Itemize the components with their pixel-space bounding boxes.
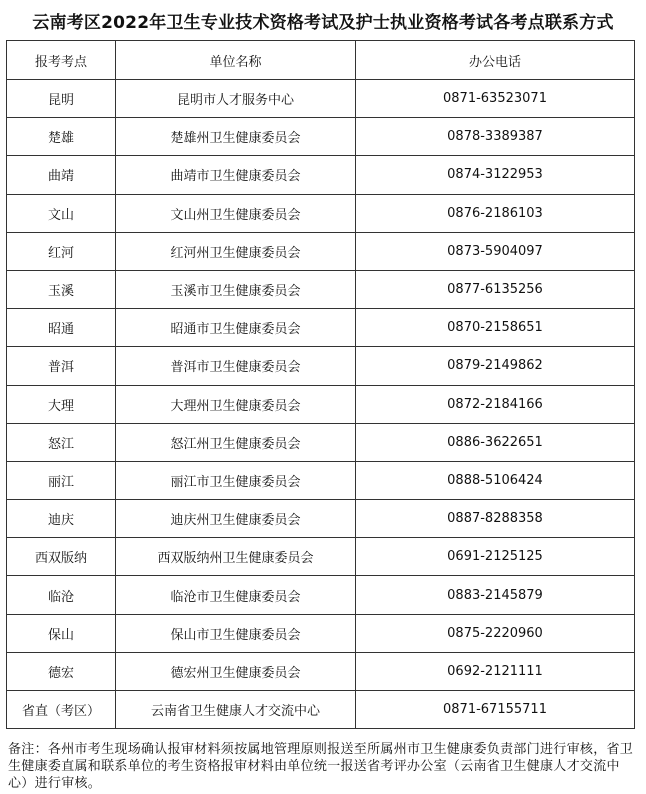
office-phone-cell: 0887-8288358 [356,500,635,538]
office-phone-cell: 0876-2186103 [356,194,635,232]
office-phone-cell: 0871-67155711 [356,691,635,729]
unit-name-cell: 大理州卫生健康委员会 [116,385,356,423]
table-row [7,347,635,385]
unit-name-cell: 普洱市卫生健康委员会 [116,347,356,385]
exam-site-cell: 省直（考区） [7,691,116,729]
table-body [7,80,635,729]
office-phone-cell: 0870-2158651 [356,309,635,347]
unit-name-cell: 文山州卫生健康委员会 [116,194,356,232]
exam-site-cell: 普洱 [7,347,116,385]
exam-site-cell: 玉溪 [7,270,116,308]
office-phone-cell: 0877-6135256 [356,270,635,308]
exam-site-cell: 红河 [7,232,116,270]
office-phone-cell: 0872-2184166 [356,385,635,423]
office-phone-cell: 0873-5904097 [356,232,635,270]
unit-name-cell: 红河州卫生健康委员会 [116,232,356,270]
exam-site-cell: 临沧 [7,576,116,614]
table-row [7,614,635,652]
unit-name-cell: 玉溪市卫生健康委员会 [116,270,356,308]
table-row [7,156,635,194]
office-phone-cell: 0878-3389387 [356,118,635,156]
exam-site-cell: 德宏 [7,652,116,690]
table-row [7,576,635,614]
exam-site-cell: 西双版纳 [7,538,116,576]
table-row [7,194,635,232]
table-row [7,232,635,270]
unit-name-cell: 楚雄州卫生健康委员会 [116,118,356,156]
unit-name-cell: 德宏州卫生健康委员会 [116,652,356,690]
unit-name-cell: 西双版纳州卫生健康委员会 [116,538,356,576]
exam-site-cell: 丽江 [7,461,116,499]
table-row [7,80,635,118]
office-phone-cell: 0886-3622651 [356,423,635,461]
table-row [7,270,635,308]
table-header-row [7,41,635,80]
unit-name-cell: 昭通市卫生健康委员会 [116,309,356,347]
contact-table [6,40,635,729]
exam-site-cell: 大理 [7,385,116,423]
table-row [7,538,635,576]
header-exam-site: 报考考点 [7,41,116,80]
page-title: 云南考区2022年卫生专业技术资格考试及护士执业资格考试各考点联系方式 [32,13,614,33]
office-phone-cell: 0874-3122953 [356,156,635,194]
table-row [7,118,635,156]
office-phone-cell: 0692-2121111 [356,652,635,690]
table-row [7,309,635,347]
exam-site-cell: 楚雄 [7,118,116,156]
unit-name-cell: 丽江市卫生健康委员会 [116,461,356,499]
table-row [7,461,635,499]
exam-site-cell: 昆明 [7,80,116,118]
table-row [7,652,635,690]
exam-site-cell: 怒江 [7,423,116,461]
office-phone-cell: 0883-2145879 [356,576,635,614]
table-row [7,691,635,729]
unit-name-cell: 保山市卫生健康委员会 [116,614,356,652]
footnote: 备注：各州市考生现场确认报审材料须按属地管理原则报送至所属州市卫生健康委负责部门进行审核，省卫生健康委直属和联系单位的考生资格报审材料由单位统一报送省考评办公室（云南省卫生健康人才交流中心）进行审核。 [8,742,634,791]
exam-site-cell: 昭通 [7,309,116,347]
header-unit-name: 单位名称 [116,41,356,80]
office-phone-cell: 0888-5106424 [356,461,635,499]
exam-site-cell: 迪庆 [7,500,116,538]
unit-name-cell: 怒江州卫生健康委员会 [116,423,356,461]
exam-site-cell: 保山 [7,614,116,652]
table-row [7,500,635,538]
unit-name-cell: 云南省卫生健康人才交流中心 [116,691,356,729]
unit-name-cell: 昆明市人才服务中心 [116,80,356,118]
unit-name-cell: 曲靖市卫生健康委员会 [116,156,356,194]
office-phone-cell: 0879-2149862 [356,347,635,385]
table-row [7,385,635,423]
header-office-phone: 办公电话 [356,41,635,80]
unit-name-cell: 迪庆州卫生健康委员会 [116,500,356,538]
table-row [7,423,635,461]
office-phone-cell: 0691-2125125 [356,538,635,576]
office-phone-cell: 0875-2220960 [356,614,635,652]
unit-name-cell: 临沧市卫生健康委员会 [116,576,356,614]
exam-site-cell: 曲靖 [7,156,116,194]
exam-site-cell: 文山 [7,194,116,232]
office-phone-cell: 0871-63523071 [356,80,635,118]
